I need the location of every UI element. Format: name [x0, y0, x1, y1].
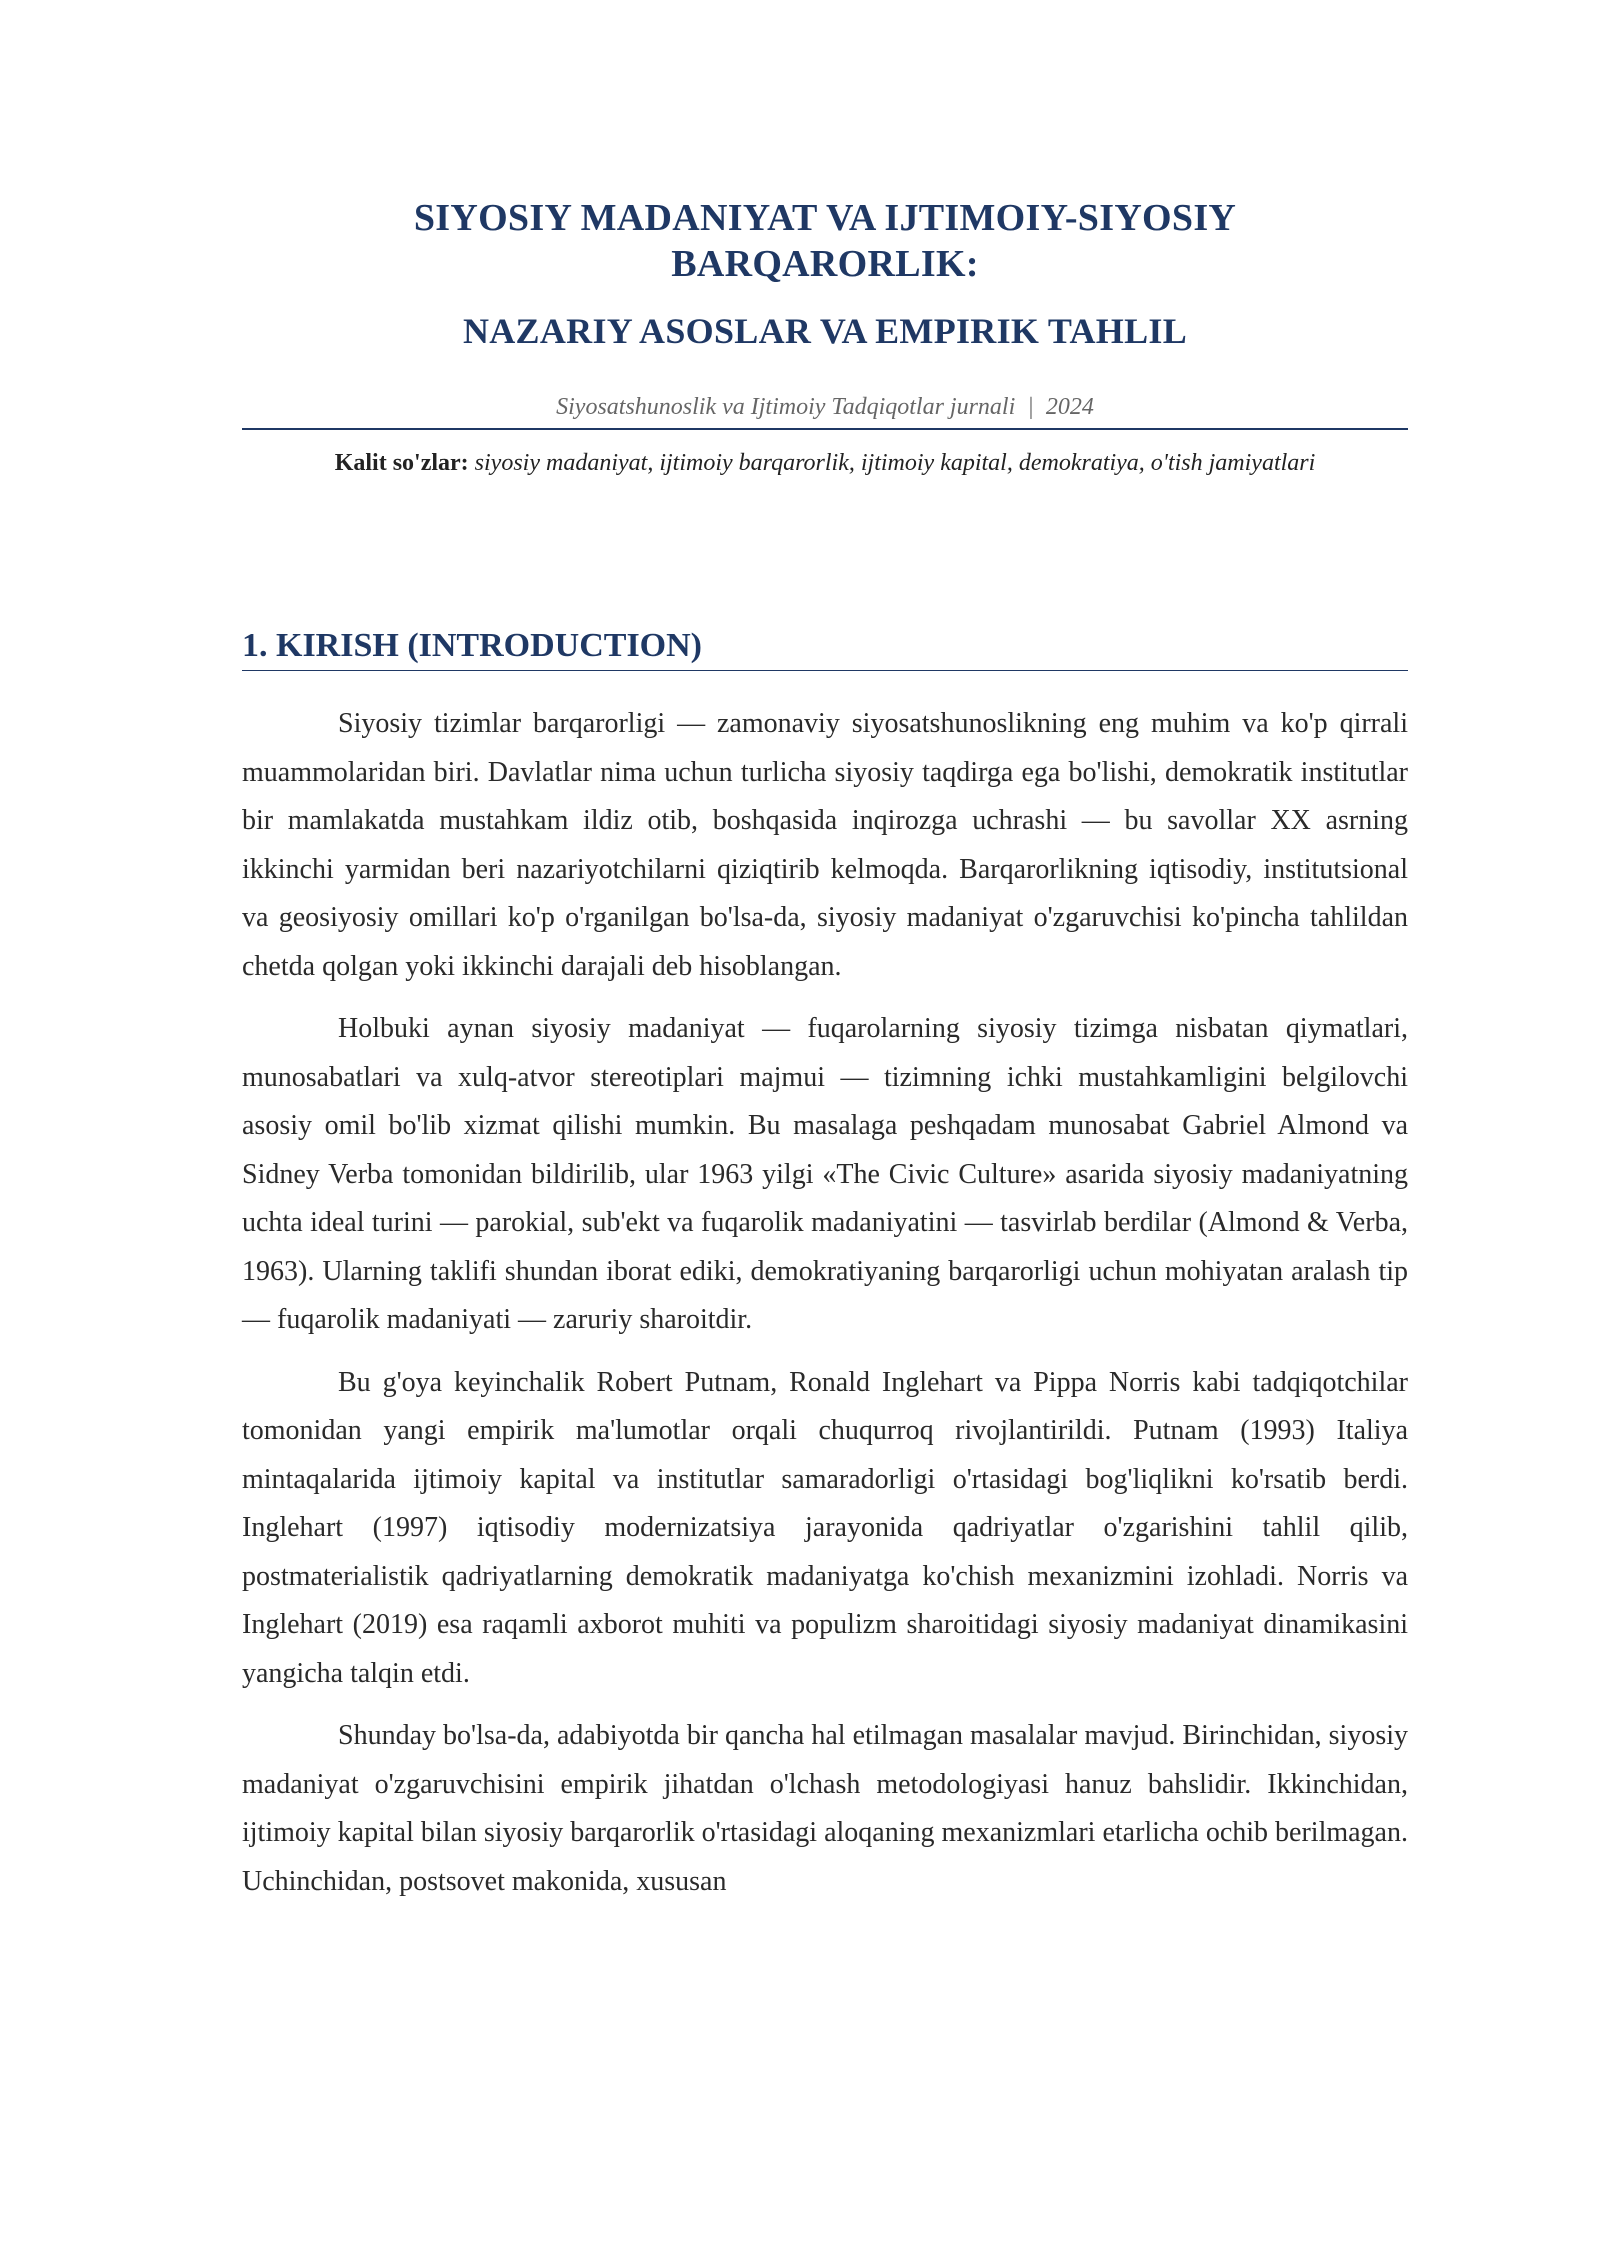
keywords-label: Kalit so'zlar:: [334, 450, 469, 476]
section-body: [242, 700, 1408, 1920]
keywords-values: siyosiy madaniyat, ijtimoiy barqarorlik, ijtimoiy kapital, demokratiya, o'tish jamiyatlari: [474, 450, 1316, 476]
article-title: [242, 195, 1408, 287]
title-block: [242, 195, 1408, 353]
article-subtitle: NAZARIY ASOSLAR VA EMPIRIK TAHLIL: [462, 311, 1188, 351]
section-divider: [242, 670, 1408, 671]
paragraph-3: Bu g'oya keyinchalik Robert Putnam, Ronald Inglehart va Pippa Norris kabi tadqiqotchilar tomonidan yangi empirik ma'lumotlar orqali chuqurroq rivojlantirildi. Putnam (1993) Italiya mintaqalarida ijtimoiy kapital va institutlar samaradorligi o'rtasidagi bog'liqlikni ko'rsatib berdi. Inglehart (1997) iqtisodiy modernizatsiya jarayonida qadriyatlar o'zgarishini tahlil qilib, postmaterialistik qadriyatlarning demokratik madaniyatga ko'chish mexanizmini izohladi. Norris va Inglehart (2019) esa raqamli axborot muhiti va populizm sharoitidagi siyosiy madaniyat dinamikasini yangicha talqin etdi.: [242, 1366, 1408, 1689]
paragraph-1: Siyosiy tizimlar barqarorligi — zamonaviy siyosatshunoslikning eng muhim va ko'p qirrali muammolaridan biri. Davlatlar nima uchun turlicha siyosiy taqdirga ega bo'lishi, demokratik institutlar bir mamlakatda mustahkam ildiz otib, boshqasida inqirozga uchrashi — bu savollar XX asrning ikkinchi yarmidan beri nazariyotchilarni qiziqtirib kelmoqda. Barqarorlikning iqtisodiy, institutsional va geosiyosiy omillari ko'p o'rganilgan bo'lsa-da, siyosiy madaniyat o'zgaruvchisi ko'pincha tahlildan chetda qolgan yoki ikkinchi darajali deb hisoblangan.: [242, 708, 1408, 982]
paragraph-2: Holbuki aynan siyosiy madaniyat — fuqarolarning siyosiy tizimga nisbatan qiymatlari, munosabatlari va xulq-atvor stereotiplari majmui — tizimning ichki mustahkamligini belgilovchi asosiy omil bo'lib xizmat qilishi mumkin. Bu masalaga peshqadam munosabat Gabriel Almond va Sidney Verba tomonidan bildirilib, ular 1963 yilgi «The Civic Culture» asarida siyosiy madaniyatning uchta ideal turini — parokial, sub'ekt va fuqarolik madaniyatini — tasvirlab berdilar (Almond & Verba, 1963). Ularning taklifi shundan iborat ediki, demokratiyaning barqarorligi uchun mohiyatan aralash tip — fuqarolik madaniyati — zaruriy sharoitdir.: [242, 1013, 1408, 1335]
paragraph-4: Shunday bo'lsa-da, adabiyotda bir qancha hal etilmagan masalalar mavjud. Birinchidan, siyosiy madaniyat o'zgaruvchisini empirik jihatdan o'lchash metodologiyasi hanuz bahslidir. Ikkinchidan, ijtimoiy kapital bilan siyosiy barqarorlik o'rtasidagi aloqaning mexanizmlari etarlicha ochib berilmagan. Uchinchidan, postsovet makonida, xususan: [242, 1720, 1408, 1897]
title-line-1: SIYOSIY MADANIYAT VA IJTIMOIY-SIYOSIY: [413, 197, 1237, 239]
journal-info: Siyosatshunoslik va Ijtimoiy Tadqiqotlar jurnali | 2024: [556, 394, 1094, 420]
section-heading: 1. KIRISH (INTRODUCTION): [242, 627, 702, 664]
header-divider: [242, 428, 1408, 430]
keywords-line: [242, 448, 1408, 478]
title-line-2: BARQARORLIK:: [671, 243, 979, 285]
